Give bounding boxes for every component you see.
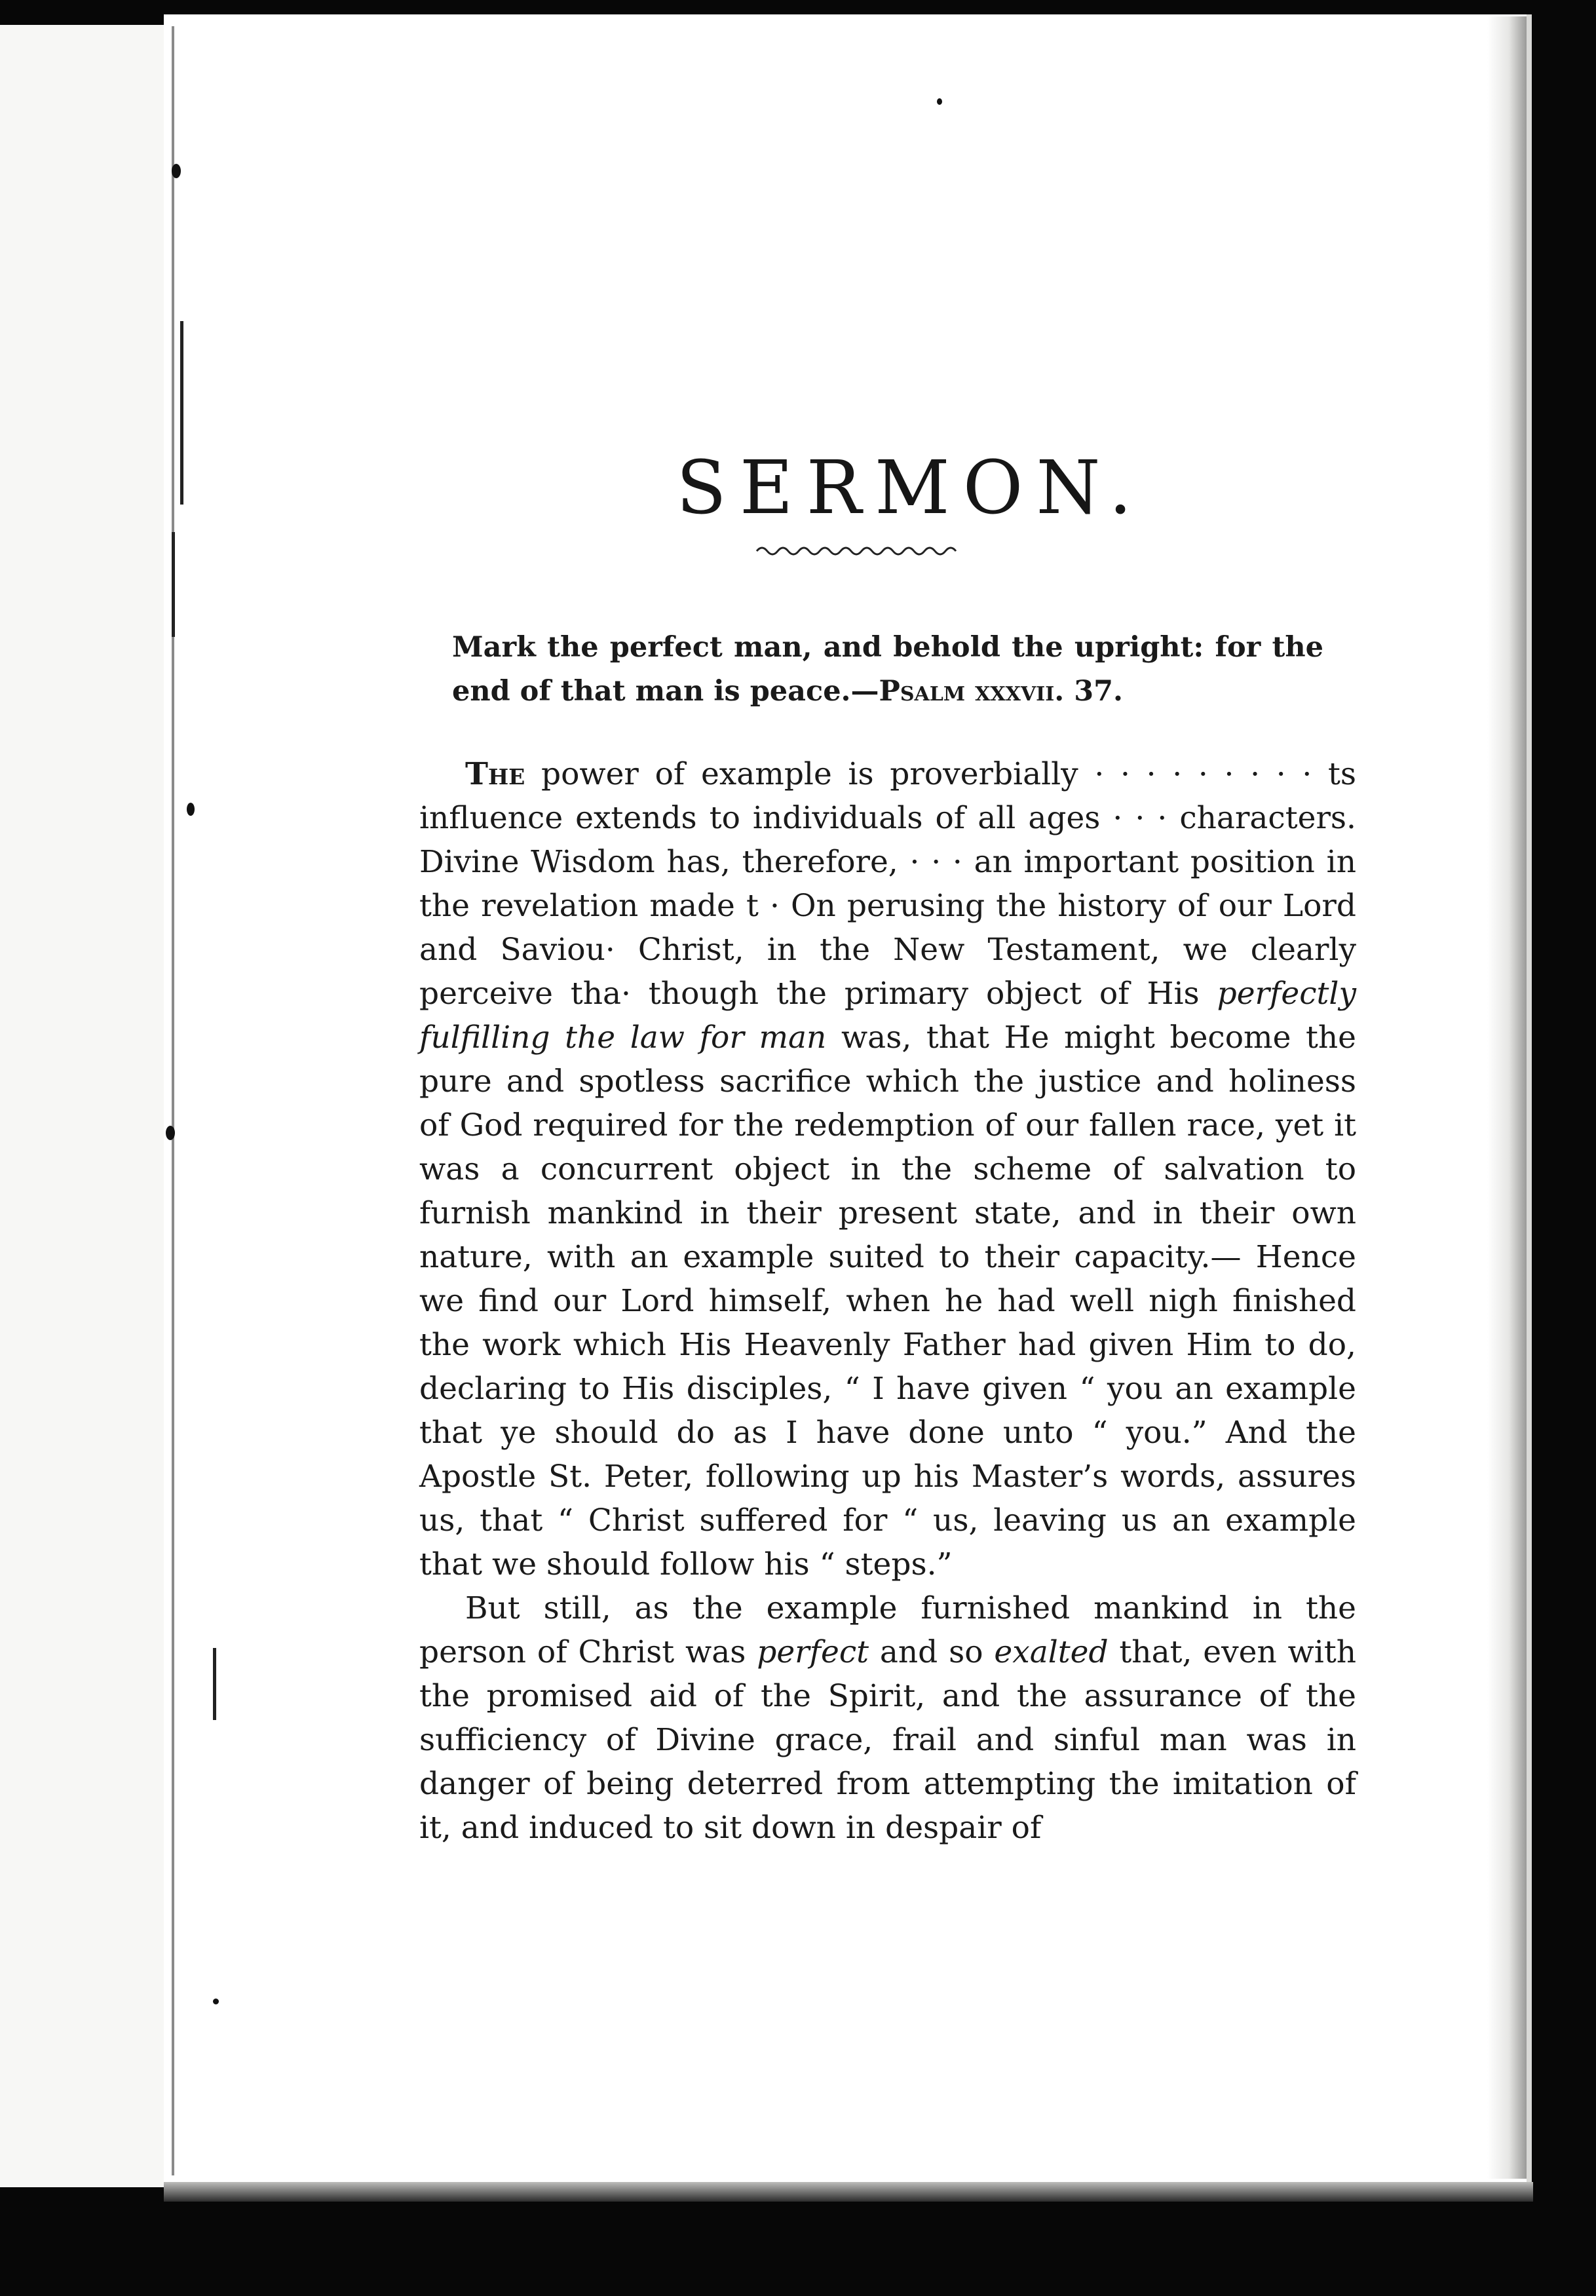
paragraph-text: that, even with the promised aid of the Spirit, and the assurance of the sufficiency of Divine grace, frail and sinful man was in danger of being deterred from attempting the imitation of it, and induced to sit down in despair of bbox=[419, 1634, 1356, 1846]
margin-speck bbox=[937, 98, 942, 105]
paragraph-2 bbox=[419, 1586, 1356, 1850]
sermon-body bbox=[419, 752, 1356, 1850]
italic-word: perfect bbox=[757, 1634, 869, 1670]
margin-speck bbox=[166, 1126, 175, 1140]
margin-speck bbox=[187, 803, 195, 816]
paragraph-text: was, that He might become the pure and spotless sacrifice which the justice and holiness of God required for the redemption of our fallen race, yet it was a concurrent object in the scheme of salvation to furnish mankind in their present state, and in their own nature, with an example suited to their capacity.— Hence we find our Lord himself, when he had well nigh finished the work which His Heavenly Father had given Him to do, declaring to His disciples, “ I have given “ you an example that ye should do as I have done unto “ you.” And the Apostle St. Peter, following up his Master’s words, assures us, that “ Christ suffered for “ us, leaving us an example that we should follow his “ steps.” bbox=[419, 1020, 1356, 1582]
margin-speck bbox=[172, 164, 181, 178]
gutter-shadow bbox=[172, 26, 174, 2175]
margin-speck bbox=[213, 1999, 219, 2004]
paragraph-text: But still, as the example furnished mankind in the person of Christ was bbox=[419, 1590, 1356, 1670]
paragraph-text: power of example is proverbially · · · · · · · · · ts influence extends to individuals of all ages · · · characters. Divine Wisdom has, therefore, · · · an important position in the revelation made t · On perusing the history of our Lord and Saviou· Christ, in the New Testament, we clearly perceive tha· though the primary object of His bbox=[419, 756, 1356, 1012]
italic-phrase: perfectly fulfilling the law for man bbox=[419, 976, 1356, 1056]
italic-word: exalted bbox=[994, 1634, 1109, 1670]
epigraph bbox=[452, 626, 1323, 714]
ornamental-rule bbox=[753, 543, 963, 560]
paragraph-text: and so bbox=[869, 1634, 995, 1670]
paragraph-1 bbox=[419, 752, 1356, 1586]
page-bottom-edge bbox=[164, 2182, 1533, 2202]
margin-mark bbox=[180, 321, 183, 505]
epigraph-text: Mark the perfect man, and behold the upright: for the end of that man is peace.— bbox=[452, 631, 1323, 708]
page-heading: SERMON. bbox=[676, 446, 1145, 531]
margin-mark bbox=[172, 532, 175, 637]
drop-word: The bbox=[465, 756, 525, 792]
epigraph-reference: Psalm xxxvii. 37. bbox=[879, 675, 1123, 708]
page-edge bbox=[1487, 16, 1527, 2179]
margin-mark bbox=[213, 1648, 216, 1720]
